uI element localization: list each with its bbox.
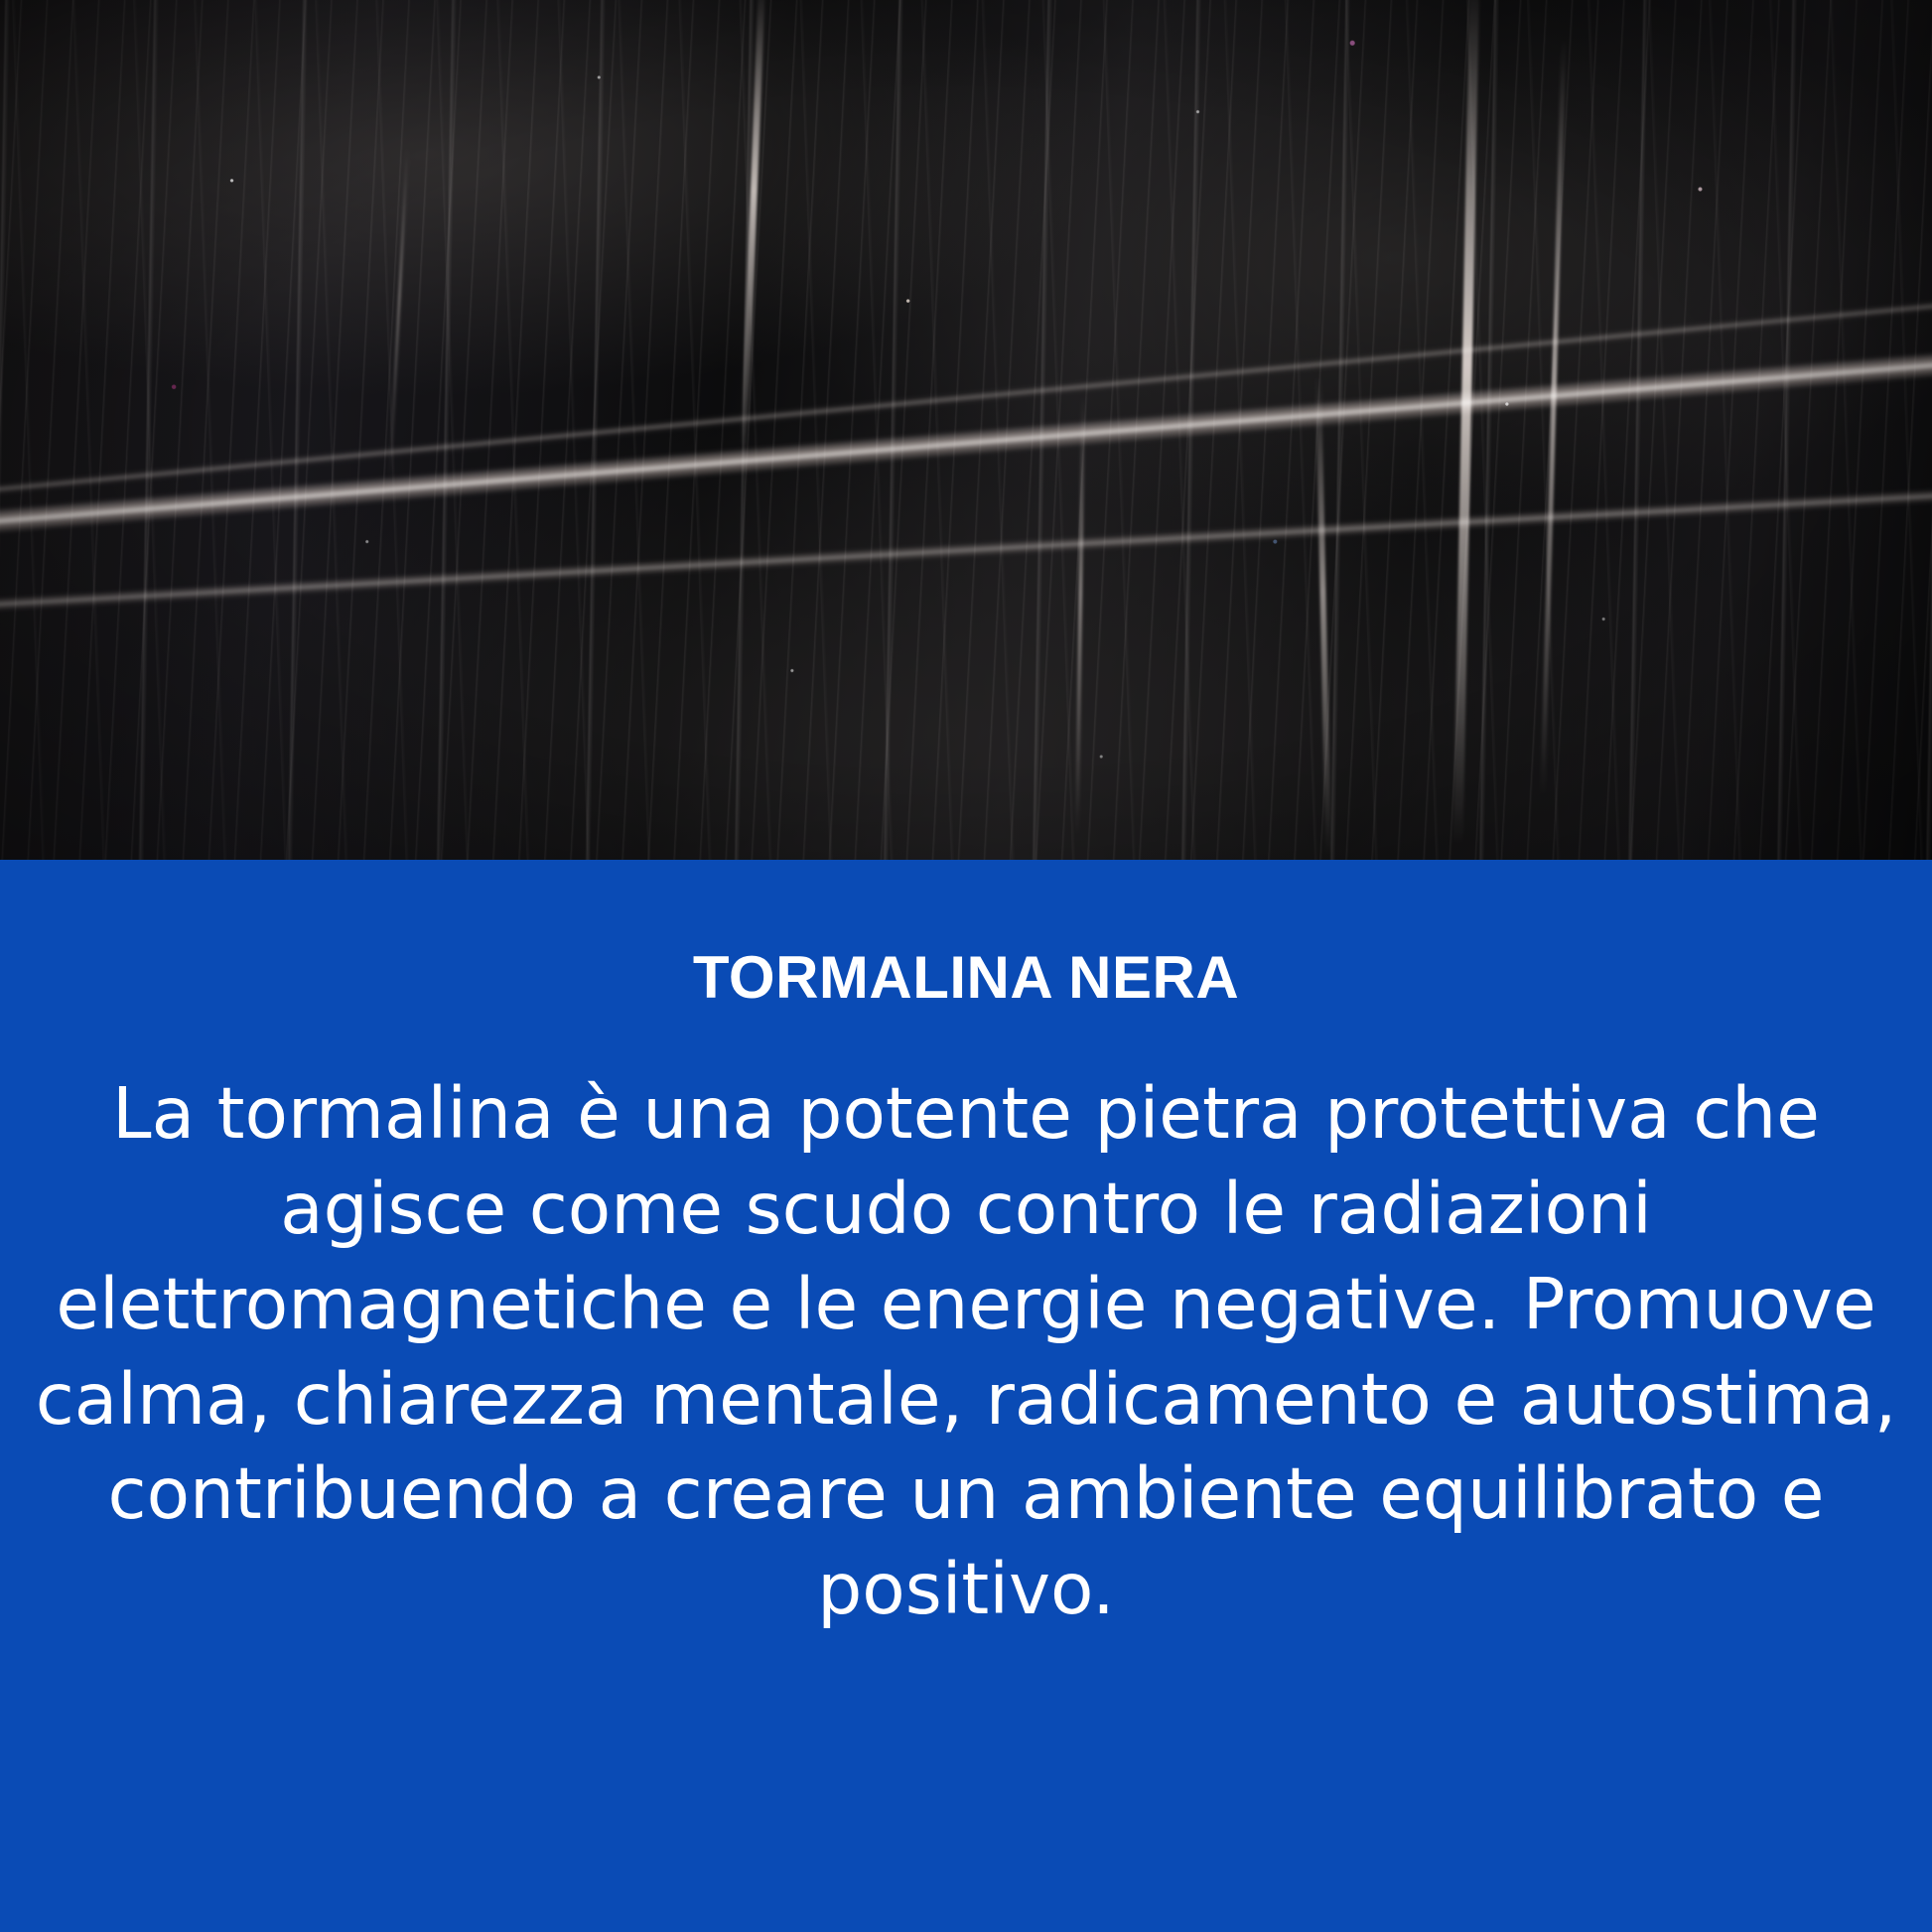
stone-description: La tormalina è una potente pietra protettiva che agisce come scudo contro le radiazioni elettromagnetiche e le energie negative. Promuove calma, chiarezza mentale, radicamento e autostima, contribuendo a creare un ambiente equilibrato e positivo. bbox=[35, 1072, 1897, 1631]
black-tourmaline-photo bbox=[0, 0, 1932, 860]
photo-vignette bbox=[0, 0, 1932, 860]
caption-panel bbox=[0, 860, 1932, 1932]
stone-title: TORMALINA NERA bbox=[692, 944, 1240, 1011]
